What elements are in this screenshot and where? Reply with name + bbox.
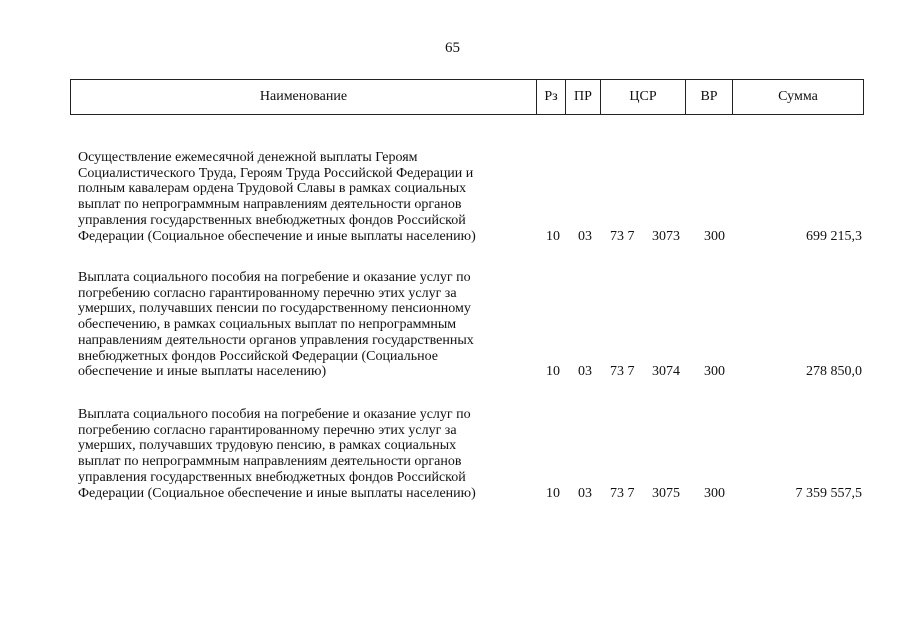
row-pr: 03 (578, 364, 592, 380)
row-vr: 300 (704, 485, 725, 501)
row-csr-code: 3073 (652, 228, 680, 244)
table-row (78, 270, 864, 380)
header-sum: Сумма (778, 89, 818, 104)
row-rz: 10 (546, 364, 560, 380)
row-rz: 10 (546, 485, 560, 501)
header-rz: Рз (537, 80, 566, 114)
row-csr-prefix: 73 7 (610, 364, 635, 380)
row-csr-code: 3075 (652, 485, 680, 501)
header-pr: ПР (566, 80, 601, 114)
row-csr-code: 3074 (652, 364, 680, 380)
row-csr-prefix: 73 7 (610, 228, 635, 244)
table-row (78, 150, 864, 244)
header-csr: ЦСР (601, 80, 686, 114)
row-pr: 03 (578, 485, 592, 501)
row-sum: 699 215,3 (806, 228, 862, 244)
row-rz: 10 (546, 228, 560, 244)
row-name: Осуществление ежемесячной денежной выплаты Героям Социалистического Труда, Героям Труда Российской Федерации и полным кавалерам ордена Трудовой Славы в рамках социальных выплат по непрограммным направлениям деятельности органов управления государственных внебюджетных фондов Российской Федерации (Социальное обеспечение и иные выплаты населению) (78, 150, 476, 244)
table-header (70, 79, 864, 115)
row-pr: 03 (578, 228, 592, 244)
header-vr: ВР (686, 80, 733, 114)
page-number: 65 (445, 40, 460, 56)
header-name: Наименование (71, 80, 537, 114)
row-vr: 300 (704, 228, 725, 244)
table-row (78, 407, 864, 501)
row-name: Выплата социального пособия на погребение и оказание услуг по погребению согласно гарантированному перечню этих услуг за умерших, получавших трудовую пенсию, в рамках социальных выплат по непрограммным направлениям деятельности органов управления государственных внебюджетных фондов Российской Федерации (Социальное обеспечение и иные выплаты населению) (78, 407, 476, 501)
row-vr: 300 (704, 364, 725, 380)
row-sum: 7 359 557,5 (795, 485, 862, 501)
row-csr-prefix: 73 7 (610, 485, 635, 501)
row-name: Выплата социального пособия на погребение и оказание услуг по погребению согласно гарантированному перечню этих услуг за умерших, получавших пенсии по государственному пенсионному обеспечению, в рамках социальных выплат по непрограммным направлениям деятельности органов управления государственных внебюджетных фондов Российской Федерации (Социальное обеспечение и иные выплаты населению) (78, 270, 474, 380)
row-sum: 278 850,0 (806, 364, 862, 380)
